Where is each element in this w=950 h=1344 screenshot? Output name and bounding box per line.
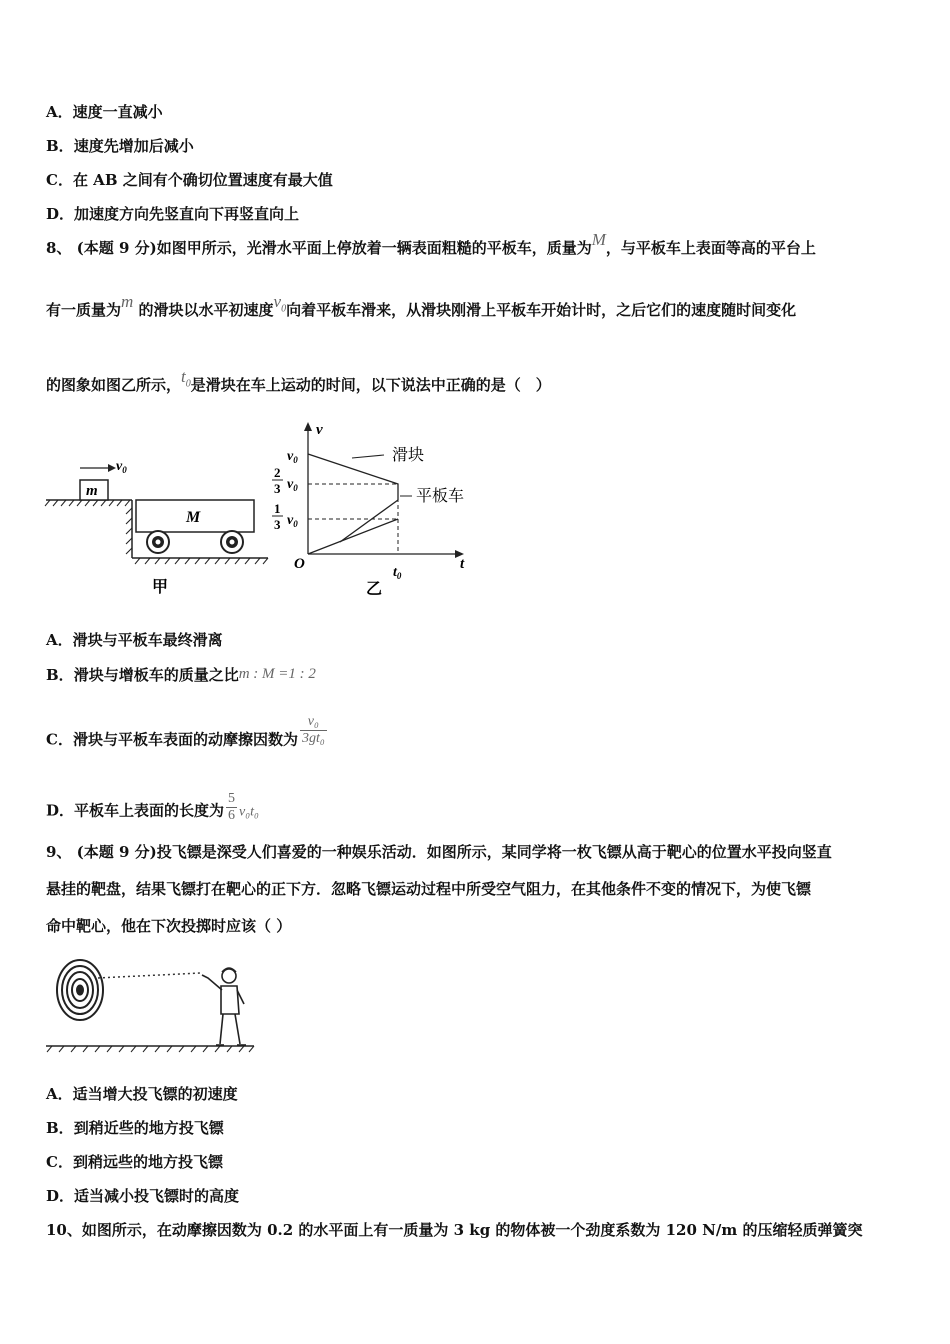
q9-figure — [40, 948, 260, 1056]
q8-stem-line1: 8、 (本题 9 分)如图甲所示，光滑水平面上停放着一辆表面粗糙的平板车，质量为M，与平板车上表面等高的平台上 — [46, 230, 816, 257]
block-label: m — [86, 483, 98, 499]
tick-t0: $t_0$ — [393, 565, 402, 581]
tick-one-third-num: 1 — [274, 501, 281, 516]
q8-option-d: D．平板车上表面的长度为 $\frac{5}{6}$ v₀t₀ — [46, 791, 259, 823]
q7-option-d: D．加速度方向先竖直向下再竖直向上 — [46, 205, 300, 223]
q9-stem-line3: 命中靶心，他在下次投掷时应该（ ） — [46, 917, 292, 935]
tick-v0: $v_0$ — [287, 449, 298, 465]
t-axis-label: t — [460, 556, 465, 572]
tick-one-third-v: $v_0$ — [287, 513, 298, 529]
figure-jia — [45, 459, 268, 596]
q8-option-a: A．滑块与平板车最终滑离 — [46, 631, 223, 649]
cart-wheel-left — [147, 531, 169, 553]
q8-option-b: B．滑块与增板车的质量之比m : M =1 : 2 — [46, 666, 316, 684]
q9-option-c: C．到稍远些的地方投飞镖 — [46, 1153, 223, 1171]
figure-yi — [272, 422, 465, 598]
q9-stem-line2: 悬挂的靶盘，结果飞镖打在靶心的正下方．忽略飞镖运动过程中所受空气阻力，在其他条件不变的情况下，为使飞镖 — [46, 880, 812, 898]
arrow-v0-label: $v_0$ — [116, 459, 127, 475]
q7-option-c: C．在 AB 之间有个确切位置速度有最大值 — [46, 171, 333, 189]
slider-velocity-line — [308, 454, 398, 500]
q7-option-a: A．速度一直减小 — [46, 103, 163, 121]
q9-option-a: A．适当增大投飞镖的初速度 — [46, 1085, 238, 1103]
figure-jia-label: 甲 — [152, 579, 169, 596]
v-axis-label: v — [316, 422, 323, 438]
cart-velocity-line — [308, 519, 398, 554]
q8-option-c: C．滑块与平板车表面的动摩擦因数为 $\frac{\text{v₀}}{\text{3gt₀}}$ — [46, 714, 325, 749]
q7-option-b: B．速度先增加后减小 — [46, 137, 194, 155]
q9-option-d: D．适当减小投飞镖时的高度 — [46, 1187, 240, 1205]
origin-label: O — [294, 556, 305, 572]
q10-stem-line1: 10、如图所示，在动摩擦因数为 0.2 的水平面上有一质量为 3 kg 的物体被一个劲度系数为 120 N/m 的压缩轻质弹簧突 — [46, 1221, 863, 1239]
cart-label: M — [186, 509, 201, 526]
tick-two-thirds-den: 3 — [274, 481, 281, 496]
q8-stem-line3: 的图象如图乙所示，$t_0$是滑块在车上运动的时间，以下说法中正确的是（ ） — [46, 367, 551, 394]
tick-one-third-den: 3 — [274, 517, 281, 532]
label-slider: 滑块 — [392, 447, 425, 464]
thrower-figure — [202, 968, 246, 1045]
q8-stem-line2: 有一质量为m 的滑块以水平初速度$v_0$向着平板车滑来，从滑块刚滑上平板车开始计时，之后它们的速度随时间变化 — [46, 292, 797, 319]
label-cart: 平板车 — [416, 488, 465, 505]
tick-two-thirds-num: 2 — [274, 465, 281, 480]
figure-yi-label: 乙 — [366, 581, 383, 598]
q8-figure — [40, 418, 480, 608]
tick-two-thirds-v: $v_0$ — [287, 477, 298, 493]
q9-option-b: B．到稍近些的地方投飞镖 — [46, 1119, 224, 1137]
dartboard — [57, 960, 103, 1020]
cart-wheel-right — [221, 531, 243, 553]
dart-path — [98, 973, 200, 978]
q9-stem-line1: 9、 (本题 9 分)投飞镖是深受人们喜爱的一种娱乐活动．如图所示，某同学将一枚飞镖从高于靶心的位置水平投向竖直 — [46, 843, 832, 861]
